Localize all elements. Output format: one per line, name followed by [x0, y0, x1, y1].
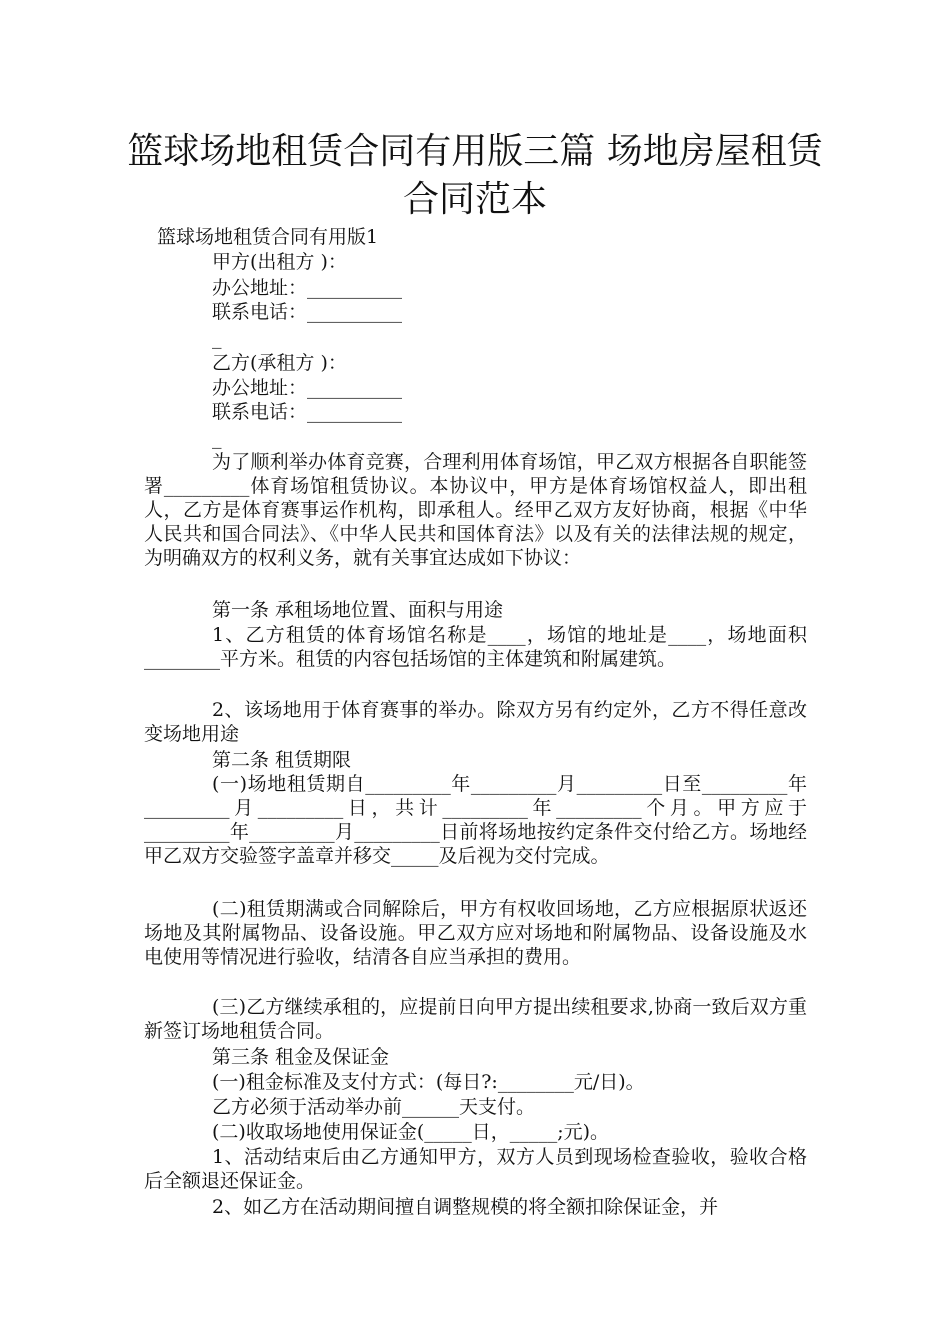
- party-b-address: 办公地址：__________: [212, 377, 403, 399]
- article-1-heading: 第一条 承租场地位置、面积与用途: [212, 599, 504, 621]
- document-subtitle: 篮球场地租赁合同有用版1: [157, 226, 379, 248]
- article-3-item-2: (二)收取场地使用保证金(_____日，_____;元)。: [212, 1121, 610, 1143]
- article-3-payment-note: 乙方必须于活动举办前______天支付。: [212, 1096, 536, 1118]
- party-a-label: 甲方(出租方 )：: [212, 251, 347, 273]
- party-b-label: 乙方(承租方 )：: [212, 352, 347, 374]
- party-a-phone: 联系电话：__________: [212, 301, 403, 323]
- document-title: 篮球场地租赁合同有用版三篇 场地房屋租赁合同范本: [127, 131, 823, 220]
- party-a-address: 办公地址：__________: [212, 277, 403, 299]
- party-b-phone: 联系电话：__________: [212, 401, 403, 423]
- article-2-heading: 第二条 租赁期限: [212, 749, 352, 771]
- party-a-trail: _: [212, 327, 222, 349]
- party-b-trail: _: [212, 427, 222, 449]
- article-1-item-1: 1、乙方租赁的体育场馆名称是____，场馆的地址是____，场地面积________平方米。租赁的内容包括场馆的主体建筑和附属建筑。: [144, 624, 807, 670]
- article-2-item-3: (三)乙方继续承租的，应提前日向甲方提出续租要求,协商一致后双方重新签订场地租赁合同。: [144, 996, 807, 1042]
- article-1-item-2: 2、该场地用于体育赛事的举办。除双方另有约定外，乙方不得任意改变场地用途: [144, 699, 807, 745]
- article-3-sub-1: 1、活动结束后由乙方通知甲方，双方人员到现场检查验收，验收合格后全额退还保证金。: [144, 1146, 807, 1192]
- article-3-sub-2: 2、如乙方在活动期间擅自调整规模的将全额扣除保证金，并: [212, 1196, 719, 1218]
- article-2-item-1: (一)场地租赁期自_________年_________月_________日至_________年_________月_________日，共计_________年_________个月。甲方应于_________年_________月_________日前将场地按约定条件交付给乙方。场地经甲乙双方交验签字盖章并移交_____及后视为交付完成。: [144, 773, 807, 867]
- article-2-item-2: (二)租赁期满或合同解除后，甲方有权收回场地，乙方应根据原状返还场地及其附属物品、设备设施。甲乙双方应对场地和附属物品、设备设施及水电使用等情况进行验收，结清各自应当承担的费用。: [144, 898, 807, 968]
- article-3-item-1: (一)租金标准及支付方式：(每日?:________元/日)。: [212, 1071, 645, 1093]
- article-3-heading: 第三条 租金及保证金: [212, 1046, 390, 1068]
- paragraph-preamble: 为了顺利举办体育竞赛，合理利用体育场馆，甲乙双方根据各自职能签署_________体育场馆租赁协议。本协议中，甲方是体育场馆权益人，即出租人，乙方是体育赛事运作机构，即承租人。经甲乙双方友好协商，根据《中华人民共和国合同法》、《中华人民共和国体育法》以及有关的法律法规的规定，为明确双方的权利义务，就有关事宜达成如下协议：: [144, 451, 807, 569]
